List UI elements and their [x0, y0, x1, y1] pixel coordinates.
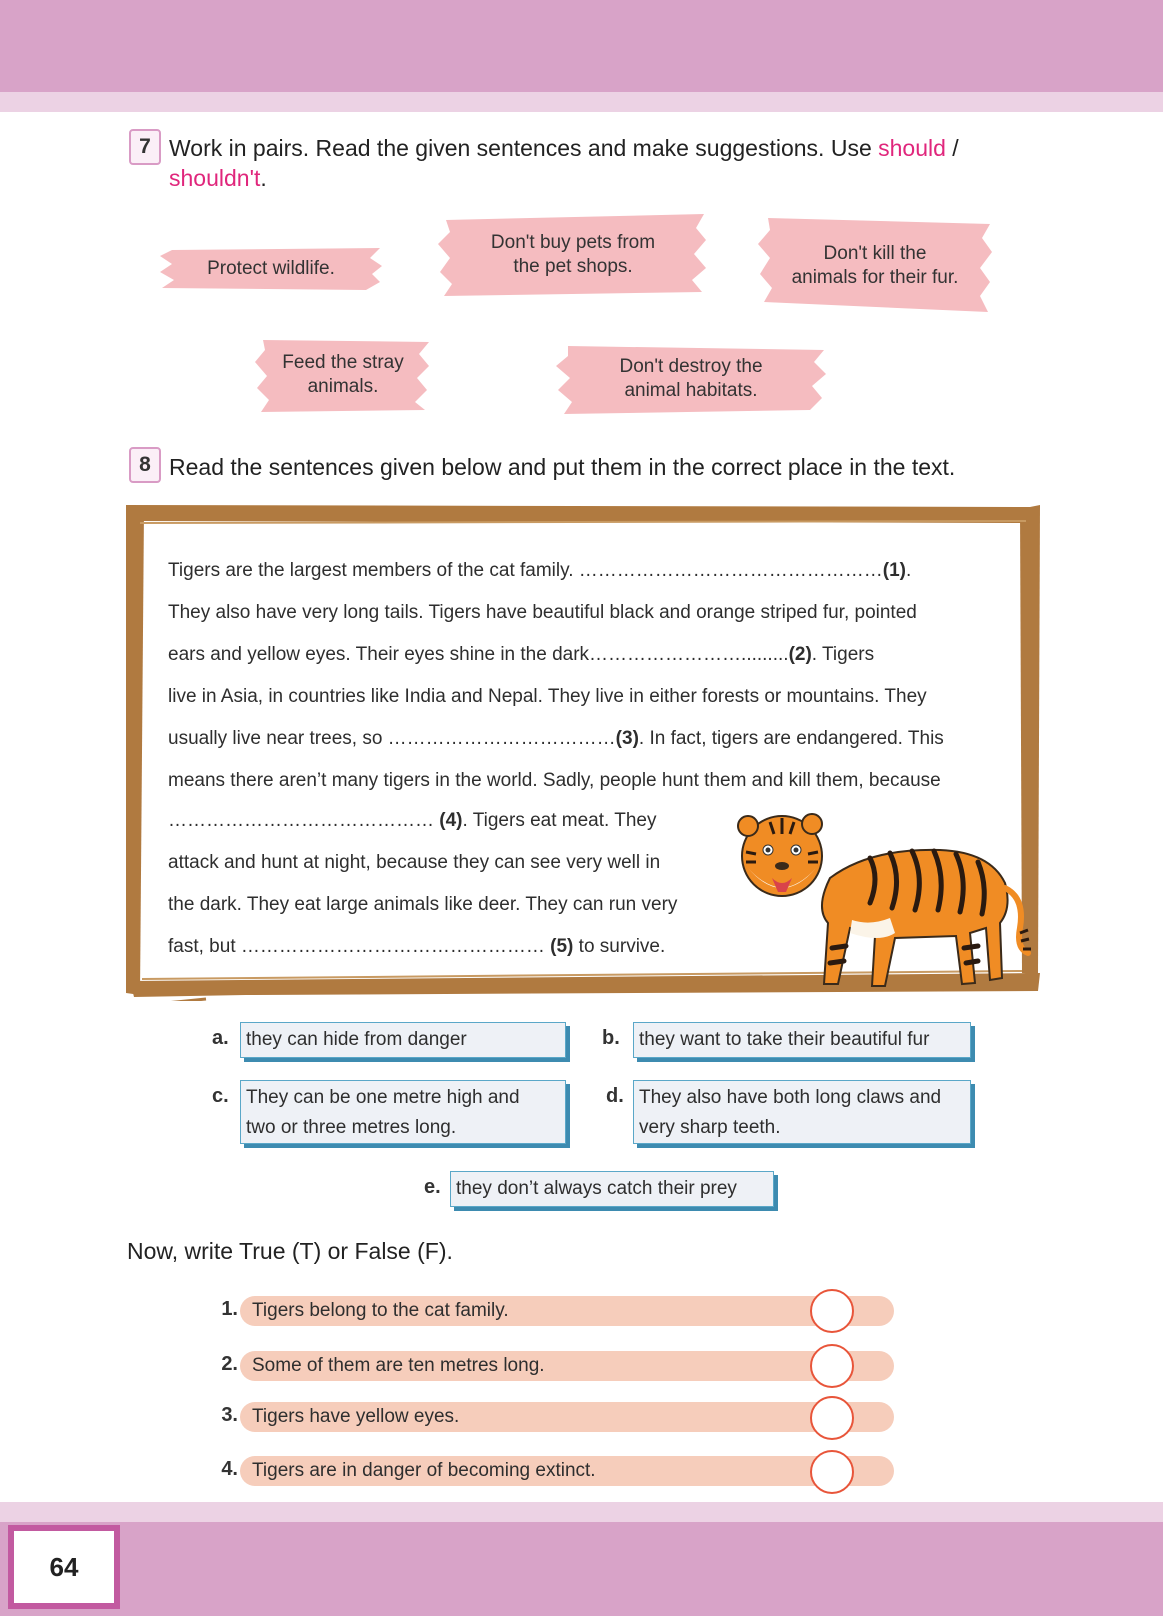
option-text: They can be one metre high and	[246, 1087, 520, 1108]
exercise-8-instruction: Read the sentences given below and put them in the correct place in the text.	[169, 454, 956, 480]
note-line: animals.	[307, 376, 379, 397]
option-text: very sharp teeth.	[639, 1117, 781, 1138]
option-b	[633, 1022, 971, 1058]
option-text: they can hide from danger	[246, 1029, 467, 1050]
note-line: Protect wildlife.	[207, 258, 335, 279]
passage-line: Tigers are the largest members of the cat family. …………………………………………(1).	[168, 560, 912, 581]
passage-line: attack and hunt at night, because they can see very well in	[168, 852, 661, 873]
option-text: they don’t always catch their prey	[456, 1178, 737, 1199]
page-number: 64	[49, 1551, 79, 1582]
header-band-stripe	[0, 92, 1163, 112]
tf-statement: Tigers have yellow eyes.	[240, 1402, 894, 1432]
note-line: the pet shops.	[513, 256, 633, 277]
keyword-separator: /	[945, 135, 959, 161]
tf-number: 1.	[221, 1298, 238, 1320]
option-text: two or three metres long.	[246, 1117, 457, 1138]
passage-line: They also have very long tails. Tigers have beautiful black and orange striped fur, pointed	[168, 602, 917, 623]
suggestion-note	[158, 246, 384, 292]
exercise-8-number: 8	[129, 447, 161, 483]
option-letter: c.	[212, 1085, 229, 1107]
tiger-illustration	[720, 808, 1050, 998]
instruction-text: Work in pairs. Read the given sentences and make suggestions. Use	[169, 135, 879, 161]
option-d	[633, 1080, 971, 1144]
true-false-title: Now, write True (T) or False (F).	[127, 1238, 453, 1264]
tf-number: 3.	[221, 1404, 238, 1426]
passage-line: the dark. They eat large animals like deer. They can run very	[168, 894, 678, 915]
footer-band-stripe	[0, 1502, 1163, 1522]
option-text: they want to take their beautiful fur	[639, 1029, 930, 1050]
option-letter: d.	[606, 1085, 624, 1107]
tf-answer-circle[interactable]	[810, 1344, 854, 1388]
option-letter: b.	[602, 1027, 620, 1049]
tf-statement: Tigers are in danger of becoming extinct.	[240, 1456, 894, 1486]
note-line: Don't kill the	[823, 243, 927, 264]
option-letter: e.	[424, 1176, 441, 1198]
keyword-shouldnt: shouldn't	[169, 165, 261, 191]
footer-band	[0, 1522, 1163, 1616]
passage-line: means there aren’t many tigers in the world. Sadly, people hunt them and kill them, because	[168, 770, 941, 791]
option-e	[450, 1171, 774, 1207]
option-letter: a.	[212, 1027, 229, 1049]
exercise-7-number: 7	[129, 129, 161, 165]
note-line: animals for their fur.	[791, 267, 959, 288]
header-band	[0, 0, 1163, 92]
exercise-7-instruction	[169, 133, 1049, 193]
note-line: Don't destroy the	[619, 356, 763, 377]
suggestion-note	[556, 344, 826, 414]
suggestion-note	[255, 338, 431, 412]
note-line: Don't buy pets from	[490, 232, 656, 253]
option-c	[240, 1080, 566, 1144]
note-line: Feed the stray	[282, 352, 404, 373]
tf-answer-circle[interactable]	[810, 1289, 854, 1333]
passage-line: live in Asia, in countries like India and Nepal. They live in either forests or mountains. They	[168, 686, 927, 707]
passage-line: ears and yellow eyes. Their eyes shine in the dark…………………….........(2). Tigers	[168, 644, 875, 665]
passage-line: usually live near trees, so ………………………………(3). In fact, tigers are endangered. This	[168, 728, 944, 749]
instruction-end: .	[260, 165, 267, 191]
passage-line: fast, but ………………………………………… (5) to survive.	[168, 936, 666, 957]
tf-answer-circle[interactable]	[810, 1450, 854, 1494]
passage-line: …………………………………… (4). Tigers eat meat. They	[168, 810, 657, 831]
keyword-should: should	[878, 135, 946, 161]
tf-number: 4.	[221, 1458, 238, 1480]
tf-answer-circle[interactable]	[810, 1396, 854, 1440]
suggestion-note	[758, 216, 992, 316]
option-text: They also have both long claws and	[639, 1087, 942, 1108]
tf-number: 2.	[221, 1353, 238, 1375]
option-a	[240, 1022, 566, 1058]
note-line: animal habitats.	[624, 380, 758, 401]
tf-statement: Tigers belong to the cat family.	[240, 1296, 894, 1326]
page-number-box	[8, 1525, 120, 1609]
suggestion-note	[438, 214, 708, 296]
tf-statement: Some of them are ten metres long.	[240, 1351, 894, 1381]
